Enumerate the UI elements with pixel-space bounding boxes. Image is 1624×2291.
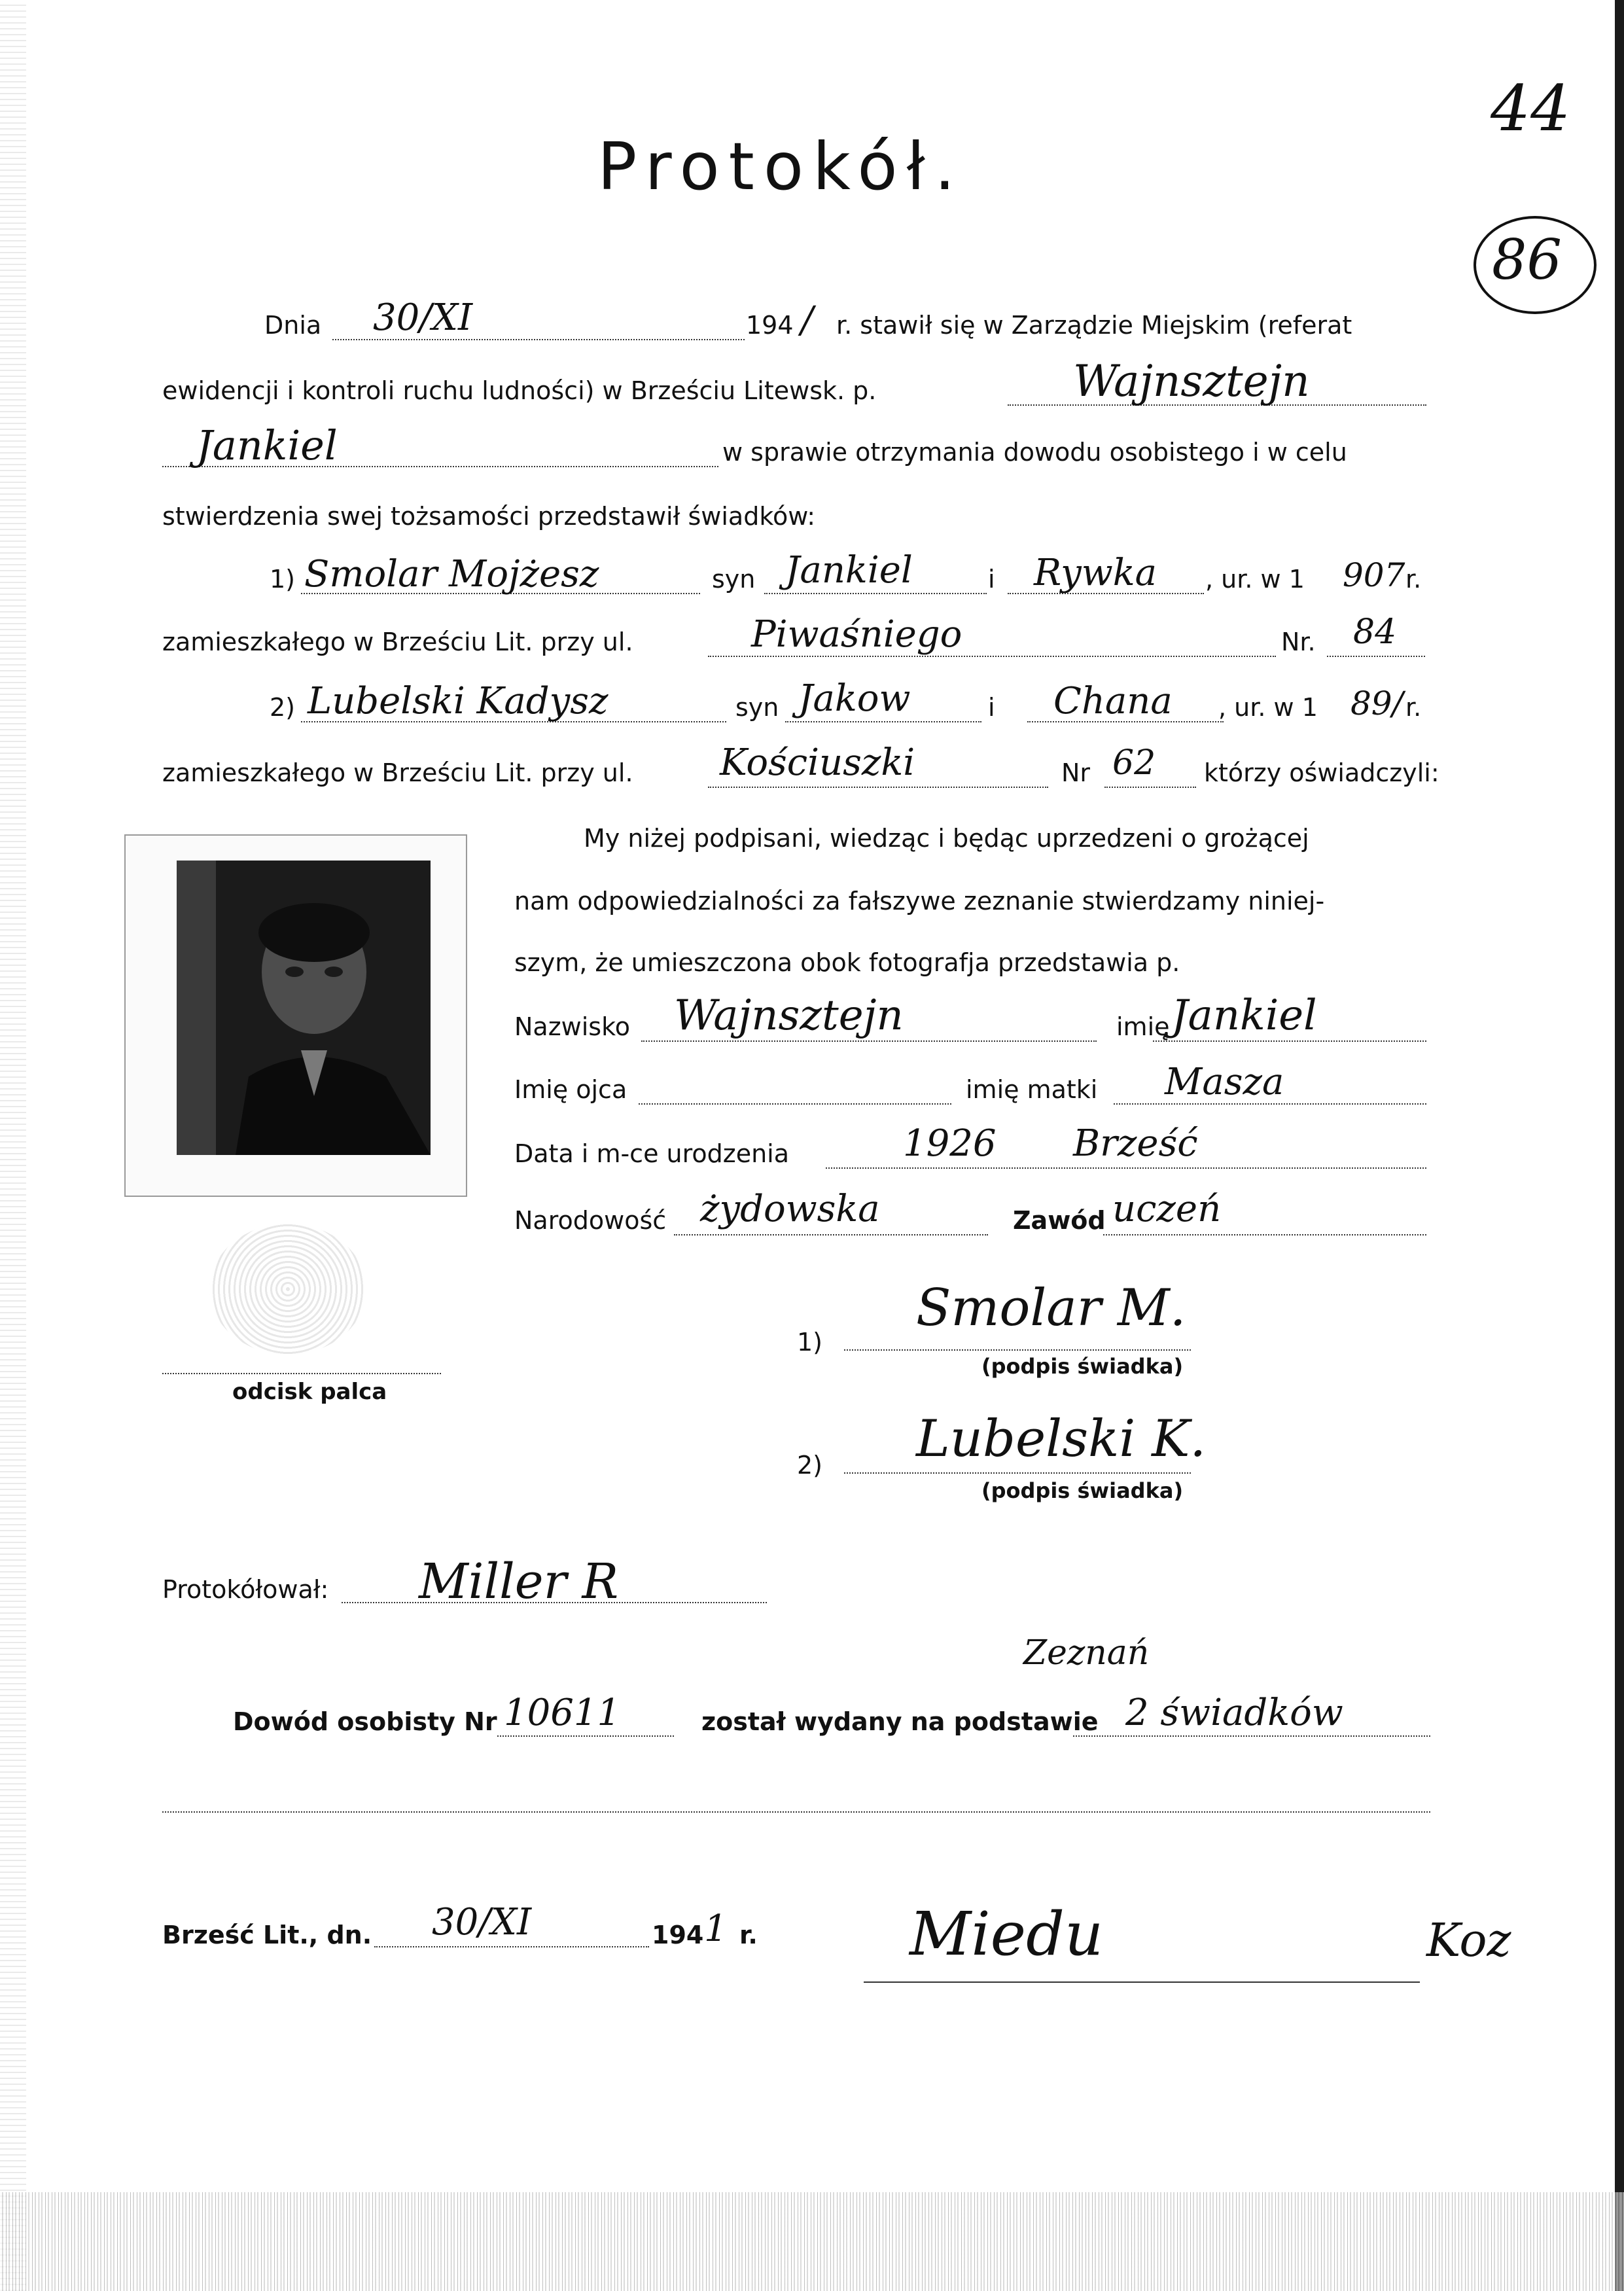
witness2-father-line	[785, 721, 981, 722]
witness1-house-nr: 84	[1353, 613, 1397, 652]
witness2-street: Kościuszki	[720, 741, 915, 784]
dowod-label: Dowód osobisty Nr	[233, 1707, 497, 1736]
circled-number: 86	[1492, 228, 1562, 292]
dowod-basis-line	[1073, 1735, 1430, 1737]
imie-ojca-line	[639, 1103, 951, 1105]
intro-line3-text: w sprawie otrzymania dowodu osobistego i w celu	[722, 438, 1347, 467]
witness1-i-label: i	[988, 565, 995, 594]
nazwisko-line	[641, 1040, 1097, 1042]
fingerprint-label: odcisk palca	[232, 1379, 387, 1405]
imie-ojca-label: Imię ojca	[514, 1075, 627, 1104]
closing-r-label: r.	[739, 1921, 758, 1949]
applicant-given-name: Jankiel	[196, 421, 338, 469]
dowod-basis-value: 2 świadków	[1125, 1692, 1343, 1734]
page-number: 44	[1491, 72, 1571, 145]
dowod-extra-line	[162, 1811, 1430, 1813]
witness2-after-nr: którzy oświadczyli:	[1204, 758, 1439, 787]
closing-date-line	[374, 1946, 649, 1947]
official-signature: Miedu	[909, 1899, 1104, 1969]
dowod-annotation: Zeznań	[1023, 1633, 1150, 1673]
protokolowal-signature: Miller R	[419, 1554, 619, 1610]
data-urodzenia-label: Data i m-ce urodzenia	[514, 1139, 790, 1168]
witness2-street-line	[708, 787, 1048, 788]
witness2-syn-label: syn	[735, 693, 779, 722]
imie-matki-value: Masza	[1165, 1061, 1284, 1103]
official-signature-line	[864, 1981, 1420, 1983]
narodowosc-value: żydowska	[700, 1188, 880, 1230]
witness2-r-label: r.	[1405, 693, 1422, 722]
witness2-year: 89/	[1350, 684, 1403, 722]
scan-noise-bottom	[0, 2192, 1624, 2291]
closing-place-label: Brześć Lit., dn.	[162, 1921, 372, 1949]
nazwisko-value: Wajnsztejn	[674, 991, 904, 1040]
witness2-nr-line	[1104, 787, 1196, 788]
signature2-line	[844, 1472, 1191, 1474]
dowod-number-line	[497, 1735, 674, 1737]
imie-label: imię	[1116, 1012, 1170, 1041]
witness2-address-label: zamieszkałego w Brześciu Lit. przy ul.	[162, 758, 633, 787]
zawod-line	[1103, 1234, 1426, 1235]
witness1-name: Smolar Mojżesz	[304, 553, 599, 595]
witness1-street-line	[708, 656, 1276, 657]
year-digit: /	[801, 299, 813, 342]
photo-portrait-icon	[177, 861, 431, 1155]
miejsce-urodzenia-value: Brześć	[1073, 1122, 1198, 1165]
imie-matki-line	[1114, 1103, 1426, 1105]
year-prefix: 194	[746, 311, 794, 340]
intro-line2-text: ewidencji i kontroli ruchu ludności) w Brześciu Litewsk. p.	[162, 376, 877, 405]
imie-line	[1153, 1040, 1426, 1042]
witness1-nr-line	[1327, 656, 1425, 657]
signature2-num: 2)	[797, 1451, 823, 1480]
witness1-syn-label: syn	[712, 565, 756, 594]
witness1-address-label: zamieszkałego w Brześciu Lit. przy ul.	[162, 628, 633, 656]
signature2: Lubelski K.	[916, 1410, 1207, 1468]
fingerprint-mark	[209, 1224, 366, 1355]
signature1-num: 1)	[797, 1328, 823, 1357]
protokolowal-label: Protokółował:	[162, 1575, 329, 1604]
declaration-line2: nam odpowiedzialności za fałszywe zeznanie stwierdzamy niniej-	[514, 887, 1325, 915]
witness2-house-nr: 62	[1112, 743, 1156, 783]
witness2-i-label: i	[988, 693, 995, 722]
applicant-photo	[177, 861, 431, 1155]
narodowosc-line	[674, 1234, 988, 1235]
data-urodzenia-value: 1926	[903, 1122, 997, 1165]
narodowosc-label: Narodowość	[514, 1206, 667, 1235]
dnia-label: Dnia	[264, 311, 322, 340]
page-title: Protokół.	[597, 128, 964, 205]
fingerprint-line	[162, 1373, 441, 1374]
dowod-basis-label: został wydany na podstawie	[701, 1707, 1099, 1736]
data-urodzenia-line	[826, 1167, 1426, 1169]
zawod-value: uczeń	[1112, 1188, 1222, 1230]
witness2-father: Jakow	[798, 677, 911, 720]
photo-frame	[124, 834, 467, 1197]
date-value: 30/XI	[373, 296, 473, 339]
signature1-line	[844, 1349, 1191, 1351]
closing-year-prefix: 194	[652, 1921, 704, 1949]
witness2-name: Lubelski Kadysz	[308, 680, 609, 722]
imie-value: Jankiel	[1171, 991, 1317, 1040]
date-line	[332, 339, 745, 340]
witness1-year: 907	[1343, 556, 1405, 594]
intro-line4-text: stwierdzenia swej tożsamości przedstawił świadków:	[162, 502, 816, 531]
intro-line1-text: r. stawił się w Zarządzie Miejskim (referat	[836, 311, 1352, 340]
witness2-nr-label: Nr	[1061, 758, 1091, 787]
signature1-caption: (podpis świadka)	[981, 1354, 1184, 1379]
declaration-line3: szym, że umieszczona obok fotografja przedstawia p.	[514, 948, 1180, 977]
witness1-ur-label: , ur. w 1	[1205, 565, 1305, 594]
witness2-ur-label: , ur. w 1	[1218, 693, 1318, 722]
imie-matki-label: imię matki	[966, 1075, 1098, 1104]
witness1-father: Jankiel	[785, 549, 913, 592]
witness2-mother: Chana	[1053, 680, 1173, 722]
scan-edge-right	[1615, 0, 1624, 2291]
closing-year-digit: 1	[704, 1908, 728, 1950]
closing-date-value: 30/XI	[432, 1901, 532, 1944]
declaration-line1: My niżej podpisani, wiedząc i będąc uprzedzeni o grożącej	[584, 824, 1309, 853]
dowod-number: 10611	[504, 1692, 621, 1734]
nazwisko-label: Nazwisko	[514, 1012, 630, 1041]
official-initials: Koz	[1426, 1913, 1511, 1967]
signature1: Smolar M.	[916, 1279, 1186, 1338]
zawod-label: Zawód	[1013, 1206, 1106, 1235]
witness1-num: 1)	[270, 565, 296, 594]
applicant-surname: Wajnsztejn	[1073, 356, 1310, 406]
signature2-caption: (podpis świadka)	[981, 1478, 1184, 1503]
witness2-num: 2)	[270, 693, 296, 722]
witness1-r-label: r.	[1405, 565, 1422, 594]
witness1-street: Piwaśniego	[751, 613, 962, 656]
scan-edge-left	[0, 0, 26, 2291]
witness1-nr-label: Nr.	[1281, 628, 1316, 656]
witness1-mother: Rywka	[1034, 552, 1157, 594]
witness1-father-line	[764, 593, 987, 594]
